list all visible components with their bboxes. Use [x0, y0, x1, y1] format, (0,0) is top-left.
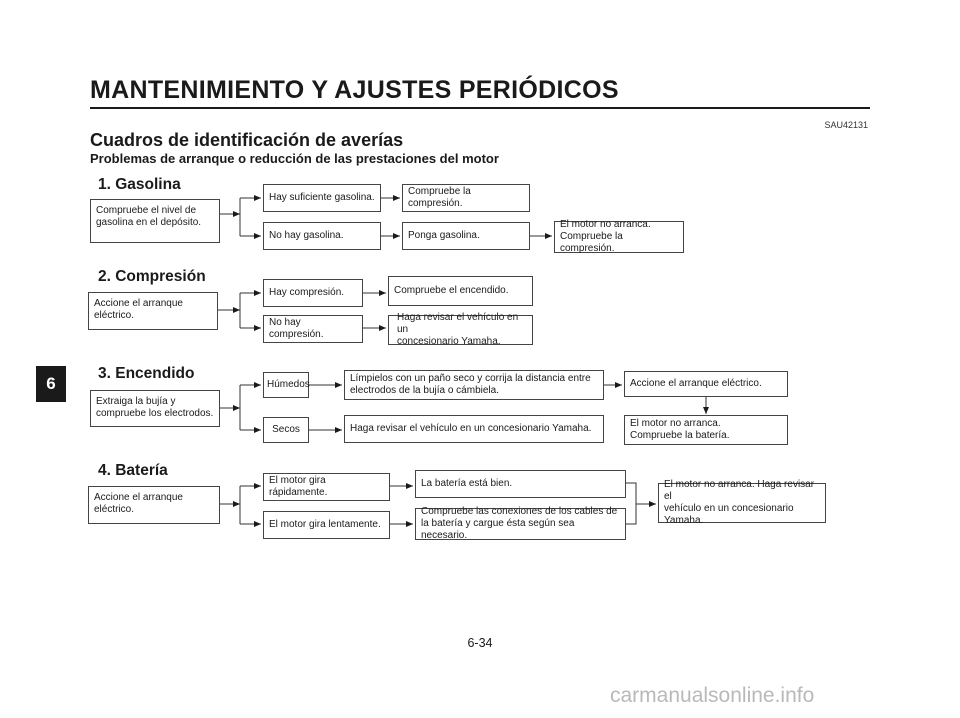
heading-gasolina: 1. Gasolina: [98, 176, 181, 193]
box-bat-slow-next: Compruebe las conexiones de los cables de la batería y cargue ésta según sea necesario.: [415, 508, 626, 540]
box-enc-start: Extraiga la bujía y compruebe los electrodos.: [90, 390, 220, 427]
box-comp-start: Accione el arranque eléctrico.: [88, 292, 218, 330]
box-comp-yes-next: Compruebe el encendido.: [388, 276, 533, 306]
reference-code: SAU42131: [824, 120, 868, 130]
box-enc-dry-next: Haga revisar el vehículo en un concesionario Yamaha.: [344, 415, 604, 443]
section-subtitle: Problemas de arranque o reducción de las prestaciones del motor: [90, 151, 499, 166]
box-gas-no-result: El motor no arranca. Compruebe la compresión.: [554, 221, 684, 253]
heading-encendido: 3. Encendido: [98, 365, 195, 382]
page-number: 6-34: [467, 636, 493, 650]
box-enc-wet-result: Accione el arranque eléctrico.: [624, 371, 788, 397]
box-gas-no: No hay gasolina.: [263, 222, 381, 250]
box-enc-wet-next: Límpielos con un paño seco y corrija la distancia entre electrodos de la bujía o cámbiela.: [344, 370, 604, 400]
box-comp-no: No hay compresión.: [263, 315, 363, 343]
box-comp-no-next: Haga revisar el vehículo en un concesionario Yamaha.: [388, 315, 533, 345]
box-enc-dry: Secos: [263, 417, 309, 443]
box-enc-final: El motor no arranca. Compruebe la batería.: [624, 415, 788, 445]
box-bat-start: Accione el arranque eléctrico.: [88, 486, 220, 524]
watermark: carmanualsonline.info: [610, 684, 815, 707]
page-header-title: MANTENIMIENTO Y AJUSTES PERIÓDICOS: [90, 76, 619, 104]
merge-bat: [626, 483, 636, 524]
heading-compresion: 2. Compresión: [98, 268, 206, 285]
box-bat-fast-next: La batería está bien.: [415, 470, 626, 498]
box-gas-no-next: Ponga gasolina.: [402, 222, 530, 250]
section-title: Cuadros de identificación de averías: [90, 130, 404, 150]
heading-bateria: 4. Batería: [98, 462, 168, 479]
chapter-tab: 6: [36, 366, 66, 402]
box-gas-yes: Hay suficiente gasolina.: [263, 184, 381, 212]
box-gas-start: Compruebe el nivel de gasolina en el depósito.: [90, 199, 220, 243]
box-bat-result: El motor no arranca. Haga revisar el vehículo en un concesionario Yamaha.: [658, 483, 826, 523]
box-bat-fast: El motor gira rápidamente.: [263, 473, 390, 501]
box-gas-yes-next: Compruebe la compresión.: [402, 184, 530, 212]
box-comp-yes: Hay compresión.: [263, 279, 363, 307]
box-bat-slow: El motor gira lentamente.: [263, 511, 390, 539]
box-enc-wet: Húmedos: [263, 372, 309, 398]
